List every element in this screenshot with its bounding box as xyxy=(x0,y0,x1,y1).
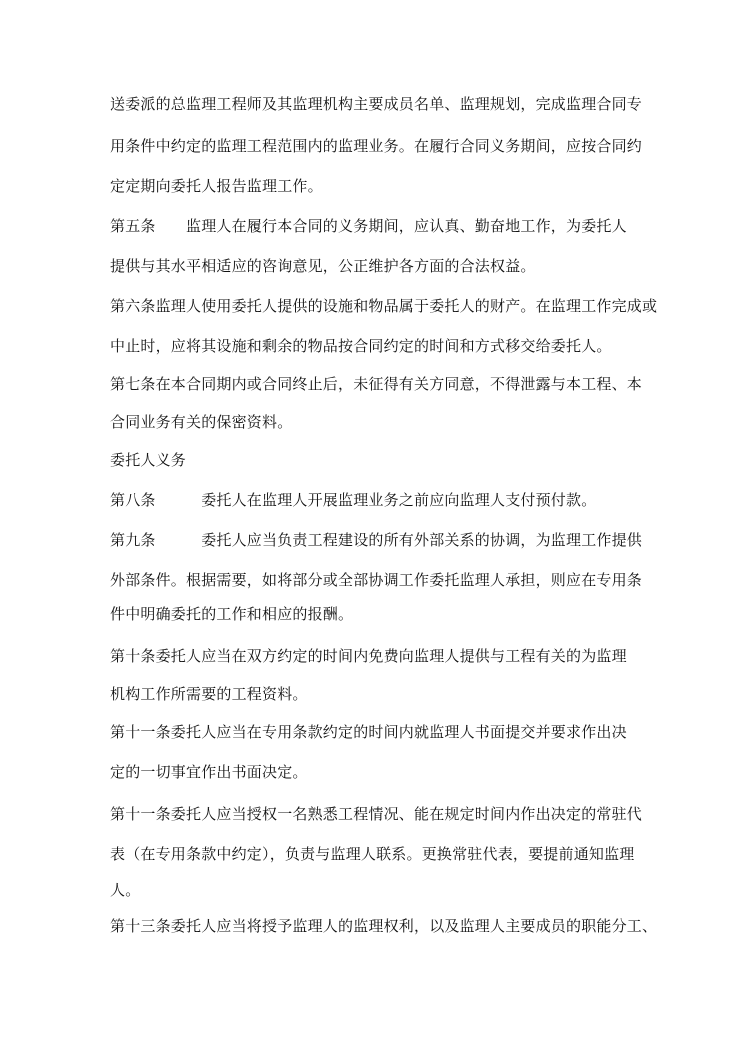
text-line: 第五条 监理人在履行本合同的义务期间，应认真、勤奋地工作，为委托人 xyxy=(110,217,627,235)
text-line: 表（在专用条款中约定），负责与监理人联系。更换常驻代表，要提前通知监理 xyxy=(110,845,635,863)
text-line: 外部条件。根据需要，如将部分或全部协调工作委托监理人承担，则应在专用条 xyxy=(110,571,643,589)
text-line: 合同业务有关的保密资料。 xyxy=(110,413,293,431)
text-line: 用条件中约定的监理工程范围内的监理业务。在履行合同义务期间，应按合同约 xyxy=(110,137,643,155)
text-line: 第七条在本合同期内或合同终止后，未征得有关方同意，不得泄露与本工程、本 xyxy=(110,375,643,393)
text-line: 提供与其水平相适应的咨询意见，公正维护各方面的合法权益。 xyxy=(110,257,536,275)
text-line: 第十一条委托人应当在专用条款约定的时间内就监理人书面提交并要求作出决 xyxy=(110,723,627,741)
text-line: 第九条 委托人应当负责工程建设的所有外部关系的协调，为监理工作提供 xyxy=(110,531,643,549)
section-heading: 委托人义务 xyxy=(110,451,187,469)
text-line: 机构工作所需要的工程资料。 xyxy=(110,685,308,703)
text-line: 件中明确委托的工作和相应的报酬。 xyxy=(110,605,354,623)
text-line: 第十三条委托人应当将授予监理人的监理权利，以及监理人主要成员的职能分工、 xyxy=(110,917,658,935)
text-line: 第八条 委托人在监理人开展监理业务之前应向监理人支付预付款。 xyxy=(110,491,597,509)
text-line: 送委派的总监理工程师及其监理机构主要成员名单、监理规划，完成监理合同专 xyxy=(110,95,643,113)
text-line: 定定期向委托人报告监理工作。 xyxy=(110,177,323,195)
text-line: 第十一条委托人应当授权一名熟悉工程情况、能在规定时间内作出决定的常驻代 xyxy=(110,805,643,823)
text-line: 定的一切事宜作出书面决定。 xyxy=(110,763,308,781)
text-line: 第十条委托人应当在双方约定的时间内免费向监理人提供与工程有关的为监理 xyxy=(110,647,627,665)
text-line: 第六条监理人使用委托人提供的设施和物品属于委托人的财产。在监理工作完成或 xyxy=(110,297,658,315)
text-line: 中止时，应将其设施和剩余的物品按合同约定的时间和方式移交给委托人。 xyxy=(110,337,612,355)
text-line: 人。 xyxy=(110,881,141,899)
